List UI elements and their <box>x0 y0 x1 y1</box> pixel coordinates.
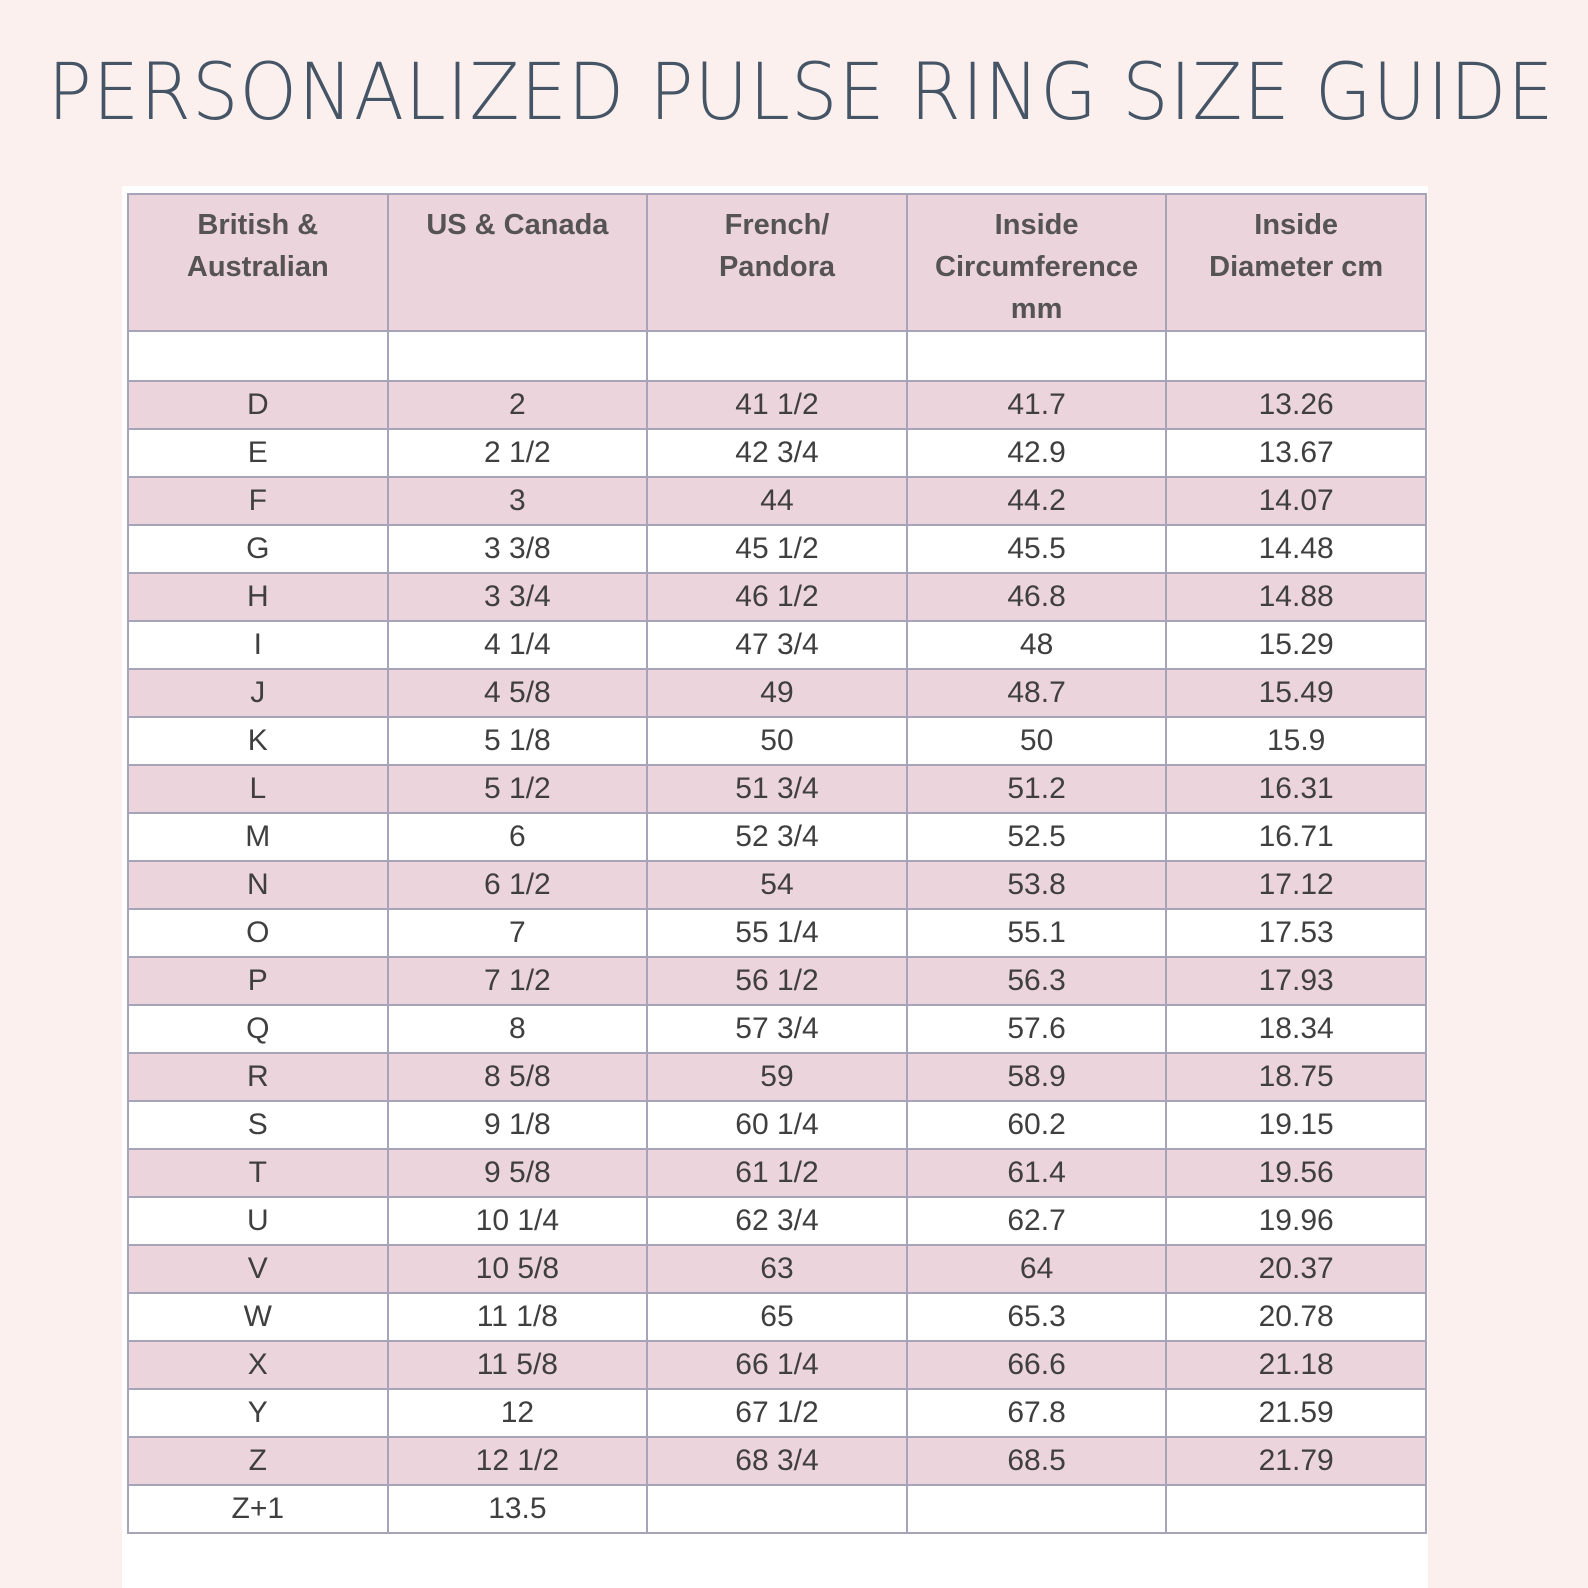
cell-french-pandora: 68 3/4 <box>647 1437 907 1485</box>
cell-inside-circumference-mm: 44.2 <box>907 477 1167 525</box>
table-row <box>128 573 1426 621</box>
column-header-line: Inside <box>1254 209 1339 241</box>
cell-us-canada: 5 1/2 <box>388 765 648 813</box>
cell-inside-diameter-cm: 17.12 <box>1166 861 1426 909</box>
cell-inside-diameter-cm <box>1166 1485 1426 1533</box>
column-header-french-pandora <box>647 194 907 331</box>
table-row <box>128 331 1426 381</box>
table-row <box>128 1293 1426 1341</box>
page-title: PERSONALIZED PULSE RING SIZE GUIDE <box>47 48 1555 138</box>
cell-inside-circumference-mm: 56.3 <box>907 957 1167 1005</box>
table-row <box>128 909 1426 957</box>
cell-french-pandora: 52 3/4 <box>647 813 907 861</box>
column-header-inside-diameter-cm <box>1166 194 1426 331</box>
cell-inside-diameter-cm: 17.53 <box>1166 909 1426 957</box>
cell-british-australian: K <box>128 717 388 765</box>
cell-inside-circumference-mm: 48.7 <box>907 669 1167 717</box>
cell-inside-circumference-mm <box>907 1485 1167 1533</box>
cell-british-australian: F <box>128 477 388 525</box>
table-row <box>128 429 1426 477</box>
cell-inside-diameter-cm: 14.07 <box>1166 477 1426 525</box>
cell-french-pandora: 60 1/4 <box>647 1101 907 1149</box>
cell-us-canada: 10 1/4 <box>388 1197 648 1245</box>
cell-french-pandora: 50 <box>647 717 907 765</box>
column-header-line: French/ <box>724 209 830 241</box>
cell-inside-diameter-cm: 18.75 <box>1166 1053 1426 1101</box>
cell-british-australian: I <box>128 621 388 669</box>
cell-inside-diameter-cm: 13.26 <box>1166 381 1426 429</box>
table-row <box>128 669 1426 717</box>
cell-us-canada: 6 1/2 <box>388 861 648 909</box>
cell-inside-circumference-mm: 62.7 <box>907 1197 1167 1245</box>
cell-french-pandora: 51 3/4 <box>647 765 907 813</box>
table-row <box>128 381 1426 429</box>
cell-us-canada: 8 5/8 <box>388 1053 648 1101</box>
cell-british-australian: S <box>128 1101 388 1149</box>
cell-inside-circumference-mm: 58.9 <box>907 1053 1167 1101</box>
table-row <box>128 1245 1426 1293</box>
table-row <box>128 765 1426 813</box>
cell-british-australian: X <box>128 1341 388 1389</box>
cell-british-australian: Z <box>128 1437 388 1485</box>
cell-french-pandora: 65 <box>647 1293 907 1341</box>
cell-inside-diameter-cm: 20.78 <box>1166 1293 1426 1341</box>
cell-inside-diameter-cm: 18.34 <box>1166 1005 1426 1053</box>
cell-us-canada: 12 1/2 <box>388 1437 648 1485</box>
table-row <box>128 957 1426 1005</box>
cell-british-australian <box>128 331 388 381</box>
cell-inside-diameter-cm: 21.18 <box>1166 1341 1426 1389</box>
cell-british-australian: D <box>128 381 388 429</box>
cell-inside-circumference-mm: 55.1 <box>907 909 1167 957</box>
table-row <box>128 861 1426 909</box>
cell-british-australian: R <box>128 1053 388 1101</box>
table-header <box>128 194 1426 331</box>
table-row <box>128 477 1426 525</box>
cell-us-canada: 9 1/8 <box>388 1101 648 1149</box>
cell-french-pandora: 59 <box>647 1053 907 1101</box>
cell-inside-diameter-cm: 21.79 <box>1166 1437 1426 1485</box>
cell-inside-circumference-mm: 42.9 <box>907 429 1167 477</box>
cell-french-pandora: 44 <box>647 477 907 525</box>
cell-french-pandora <box>647 331 907 381</box>
cell-french-pandora: 62 3/4 <box>647 1197 907 1245</box>
column-header-line: mm <box>1010 293 1063 325</box>
cell-us-canada: 3 3/4 <box>388 573 648 621</box>
cell-french-pandora: 57 3/4 <box>647 1005 907 1053</box>
header-row <box>128 194 1426 331</box>
table-row <box>128 1341 1426 1389</box>
cell-british-australian: J <box>128 669 388 717</box>
cell-inside-circumference-mm: 64 <box>907 1245 1167 1293</box>
table-row <box>128 813 1426 861</box>
cell-french-pandora <box>647 1485 907 1533</box>
cell-inside-diameter-cm: 19.96 <box>1166 1197 1426 1245</box>
cell-inside-circumference-mm: 65.3 <box>907 1293 1167 1341</box>
cell-us-canada: 3 <box>388 477 648 525</box>
cell-inside-circumference-mm: 46.8 <box>907 573 1167 621</box>
cell-us-canada: 13.5 <box>388 1485 648 1533</box>
cell-us-canada: 2 1/2 <box>388 429 648 477</box>
cell-british-australian: P <box>128 957 388 1005</box>
cell-british-australian: Q <box>128 1005 388 1053</box>
cell-british-australian: L <box>128 765 388 813</box>
column-header-line: Circumference <box>935 251 1139 283</box>
cell-us-canada: 11 1/8 <box>388 1293 648 1341</box>
column-header-line: Inside <box>994 209 1079 241</box>
cell-inside-diameter-cm: 14.88 <box>1166 573 1426 621</box>
cell-inside-diameter-cm: 19.15 <box>1166 1101 1426 1149</box>
cell-us-canada: 9 5/8 <box>388 1149 648 1197</box>
cell-inside-circumference-mm: 66.6 <box>907 1341 1167 1389</box>
cell-us-canada: 6 <box>388 813 648 861</box>
cell-inside-circumference-mm: 50 <box>907 717 1167 765</box>
cell-inside-circumference-mm <box>907 331 1167 381</box>
column-header-british-australian <box>128 194 388 331</box>
cell-british-australian: T <box>128 1149 388 1197</box>
column-header-line: Australian <box>186 251 329 283</box>
cell-us-canada: 3 3/8 <box>388 525 648 573</box>
ring-size-table <box>127 193 1427 1534</box>
cell-us-canada: 7 1/2 <box>388 957 648 1005</box>
cell-french-pandora: 45 1/2 <box>647 525 907 573</box>
cell-us-canada: 10 5/8 <box>388 1245 648 1293</box>
table-row <box>128 621 1426 669</box>
cell-us-canada: 4 1/4 <box>388 621 648 669</box>
cell-inside-circumference-mm: 67.8 <box>907 1389 1167 1437</box>
cell-us-canada: 11 5/8 <box>388 1341 648 1389</box>
cell-us-canada: 12 <box>388 1389 648 1437</box>
cell-inside-diameter-cm: 19.56 <box>1166 1149 1426 1197</box>
cell-french-pandora: 66 1/4 <box>647 1341 907 1389</box>
cell-british-australian: U <box>128 1197 388 1245</box>
table-row <box>128 1485 1426 1533</box>
cell-us-canada: 7 <box>388 909 648 957</box>
table-row <box>128 717 1426 765</box>
cell-british-australian: E <box>128 429 388 477</box>
cell-british-australian: O <box>128 909 388 957</box>
cell-british-australian: M <box>128 813 388 861</box>
cell-french-pandora: 42 3/4 <box>647 429 907 477</box>
table-body <box>128 331 1426 1533</box>
cell-inside-diameter-cm: 14.48 <box>1166 525 1426 573</box>
table-row <box>128 1437 1426 1485</box>
table-row <box>128 1389 1426 1437</box>
cell-inside-diameter-cm: 15.29 <box>1166 621 1426 669</box>
cell-inside-circumference-mm: 61.4 <box>907 1149 1167 1197</box>
cell-inside-circumference-mm: 51.2 <box>907 765 1167 813</box>
cell-french-pandora: 61 1/2 <box>647 1149 907 1197</box>
cell-french-pandora: 49 <box>647 669 907 717</box>
cell-us-canada: 4 5/8 <box>388 669 648 717</box>
cell-inside-circumference-mm: 45.5 <box>907 525 1167 573</box>
cell-french-pandora: 46 1/2 <box>647 573 907 621</box>
cell-british-australian: W <box>128 1293 388 1341</box>
column-header-inside-circumference-mm <box>907 194 1167 331</box>
cell-inside-diameter-cm: 20.37 <box>1166 1245 1426 1293</box>
table-row <box>128 525 1426 573</box>
cell-british-australian: G <box>128 525 388 573</box>
column-header-line: Diameter cm <box>1209 251 1384 283</box>
cell-french-pandora: 41 1/2 <box>647 381 907 429</box>
cell-british-australian: Z+1 <box>128 1485 388 1533</box>
cell-inside-diameter-cm: 17.93 <box>1166 957 1426 1005</box>
cell-inside-diameter-cm: 15.9 <box>1166 717 1426 765</box>
cell-french-pandora: 67 1/2 <box>647 1389 907 1437</box>
column-header-line: British & <box>197 209 319 241</box>
cell-inside-diameter-cm <box>1166 331 1426 381</box>
cell-french-pandora: 56 1/2 <box>647 957 907 1005</box>
cell-inside-circumference-mm: 48 <box>907 621 1167 669</box>
cell-british-australian: N <box>128 861 388 909</box>
table-row <box>128 1053 1426 1101</box>
cell-inside-diameter-cm: 16.71 <box>1166 813 1426 861</box>
column-header-line: Pandora <box>718 251 835 283</box>
cell-inside-circumference-mm: 57.6 <box>907 1005 1167 1053</box>
table-row <box>128 1149 1426 1197</box>
cell-french-pandora: 47 3/4 <box>647 621 907 669</box>
cell-french-pandora: 54 <box>647 861 907 909</box>
cell-british-australian: Y <box>128 1389 388 1437</box>
table-row <box>128 1005 1426 1053</box>
cell-us-canada: 5 1/8 <box>388 717 648 765</box>
cell-inside-circumference-mm: 60.2 <box>907 1101 1167 1149</box>
cell-inside-diameter-cm: 13.67 <box>1166 429 1426 477</box>
cell-british-australian: H <box>128 573 388 621</box>
cell-inside-circumference-mm: 68.5 <box>907 1437 1167 1485</box>
cell-french-pandora: 63 <box>647 1245 907 1293</box>
cell-inside-circumference-mm: 53.8 <box>907 861 1167 909</box>
table-row <box>128 1101 1426 1149</box>
cell-inside-diameter-cm: 21.59 <box>1166 1389 1426 1437</box>
cell-inside-diameter-cm: 15.49 <box>1166 669 1426 717</box>
cell-inside-circumference-mm: 52.5 <box>907 813 1167 861</box>
column-header-us-canada <box>388 194 648 331</box>
cell-british-australian: V <box>128 1245 388 1293</box>
cell-inside-diameter-cm: 16.31 <box>1166 765 1426 813</box>
table-row <box>128 1197 1426 1245</box>
cell-us-canada: 2 <box>388 381 648 429</box>
cell-french-pandora: 55 1/4 <box>647 909 907 957</box>
cell-us-canada: 8 <box>388 1005 648 1053</box>
column-header-line: US & Canada <box>426 209 609 241</box>
cell-inside-circumference-mm: 41.7 <box>907 381 1167 429</box>
cell-us-canada <box>388 331 648 381</box>
